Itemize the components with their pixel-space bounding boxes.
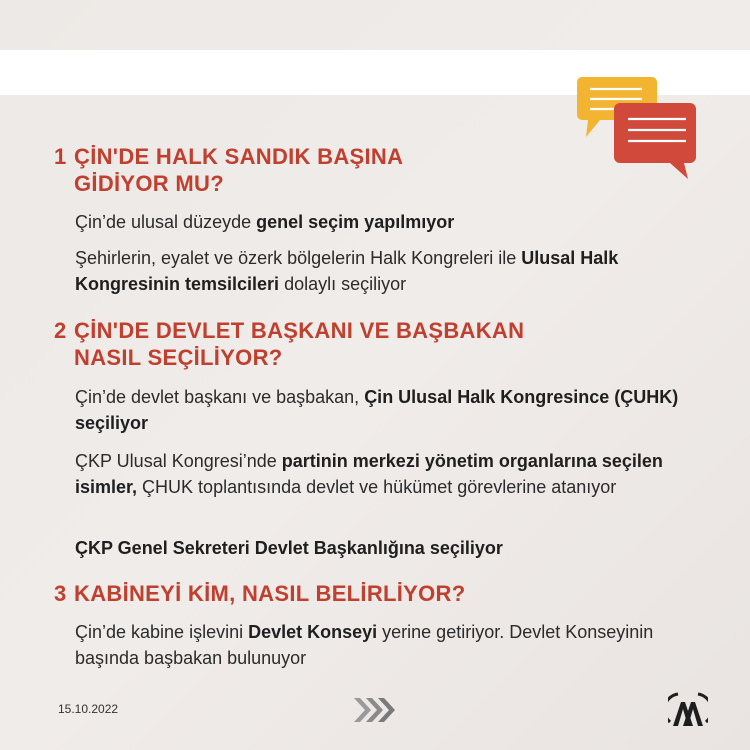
- section-title-line2: GİDİYOR MU?: [74, 171, 224, 196]
- section-2-paragraph-2: ÇKP Ulusal Kongresi’nde partinin merkezi yönetim organlarına seçilen isimler, ÇHUK toplantısında devlet ve hükümet görevlerine atanıyor: [75, 451, 663, 497]
- section-number: 3: [54, 581, 67, 606]
- aa-logo-icon: [668, 692, 708, 728]
- section-title-line2: NASIL SEÇİLİYOR?: [74, 345, 283, 370]
- section-1-paragraph-1: Çin’de ulusal düzeyde genel seçim yapılmıyor: [75, 212, 455, 232]
- section-3-title: [54, 580, 465, 607]
- section-1-paragraph-2: Şehirlerin, eyalet ve özerk bölgelerin Halk Kongreleri ile Ulusal Halk Kongresinin temsilcileri dolaylı seçiliyor: [75, 248, 619, 294]
- section-1-title: [54, 143, 403, 197]
- date-label: 15.10.2022: [58, 702, 119, 716]
- chat-bubbles-icon: [576, 75, 698, 185]
- section-2-paragraph-1: Çin’de devlet başkanı ve başbakan, Çin Ulusal Halk Kongresince (ÇUHK) seçiliyor: [75, 387, 679, 433]
- section-number: 2: [54, 318, 67, 343]
- section-title-line1: ÇİN'DE HALK SANDIK BAŞINA: [74, 144, 404, 169]
- section-title-line1: KABİNEYİ KİM, NASIL BELİRLİYOR?: [74, 581, 466, 606]
- section-2-title: [54, 317, 524, 371]
- section-number: 1: [54, 144, 67, 169]
- section-3-paragraph-1: Çin’de kabine işlevini Devlet Konseyi yerine getiriyor. Devlet Konseyinin başında başbakan bulunuyor: [75, 622, 654, 668]
- section-2-paragraph-3: ÇKP Genel Sekreteri Devlet Başkanlığına seçiliyor: [75, 538, 503, 558]
- section-title-line1: ÇİN'DE DEVLET BAŞKANI VE BAŞBAKAN: [74, 318, 525, 343]
- chevrons-right-icon: [352, 695, 400, 725]
